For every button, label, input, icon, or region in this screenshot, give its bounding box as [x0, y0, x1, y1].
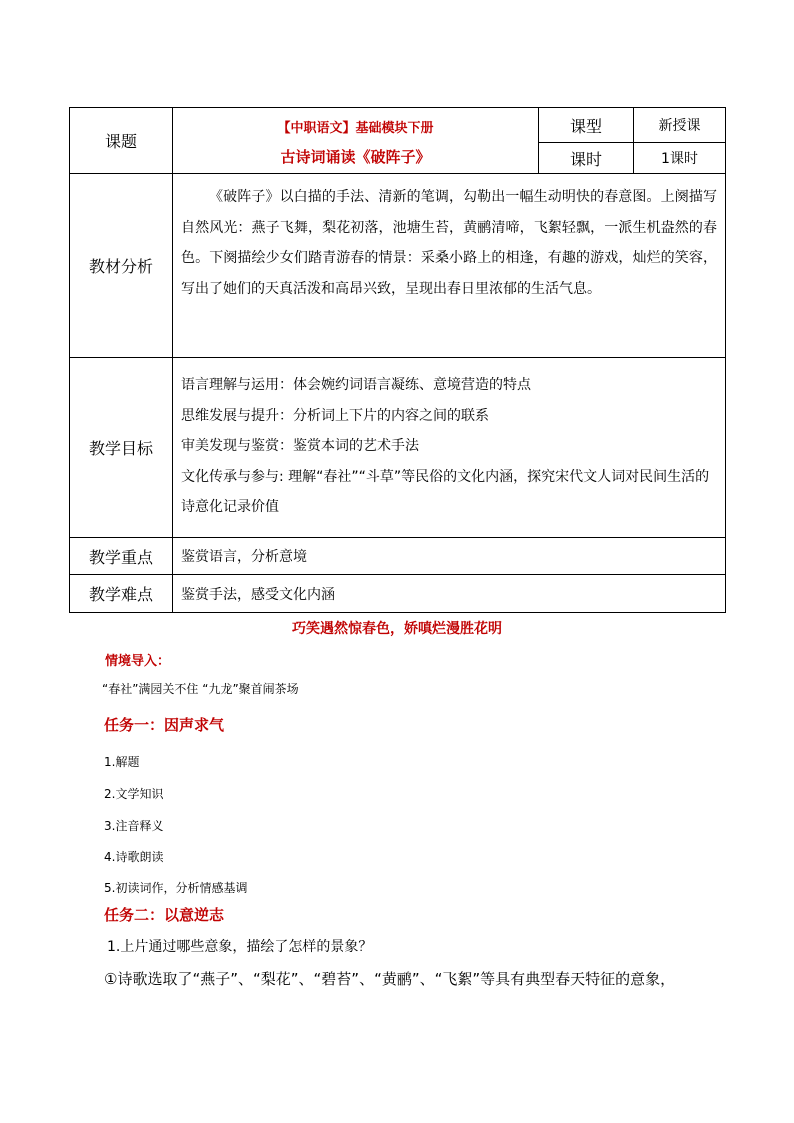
task2-question: 1.上片通过哪些意象，描绘了怎样的景象？: [107, 939, 373, 955]
lesson-title-cell: [173, 108, 539, 174]
analysis-cell: [173, 174, 726, 358]
value-key-point: 鉴赏语言，分析意境: [173, 538, 726, 575]
value-difficult-point: 鉴赏手法，感受文化内涵: [173, 575, 726, 613]
situation-text: “春社”满园关不住 “九龙”聚首闹茶场: [102, 682, 299, 696]
value-keshi: 1课时: [634, 143, 726, 174]
value-kexing: 新授课: [634, 108, 726, 143]
label-key-point: 教学重点: [70, 538, 173, 575]
label-keshi: 课时: [539, 143, 634, 174]
objective-item: 文化传承与参与: 理解“春社”“斗草”等民俗的文化内涵，探究宋代文人词对民间生活的诗意化记录价值: [181, 468, 710, 515]
situation-heading: 情境导入：: [105, 654, 171, 669]
objectives-cell: [173, 358, 726, 538]
objective-item: 语言理解与运用：体会婉约词语言凝练、意境营造的特点: [181, 377, 531, 393]
task1-item: 3.注音释义: [104, 819, 164, 833]
objective-item: 审美发现与鉴赏：鉴赏本词的艺术手法: [181, 438, 419, 454]
label-objectives: 教学目标: [70, 358, 173, 538]
task2-heading: 任务二：以意逆志: [104, 906, 225, 924]
task1-item: 1.解题: [104, 755, 140, 769]
label-keti: 课题: [70, 108, 173, 174]
label-kexing: 课型: [539, 108, 634, 143]
section-slogan: 巧笑遇然惊春色，娇嗔烂漫胜花明: [292, 621, 502, 637]
lesson-title-line2: 古诗词诵读《破阵子》: [280, 147, 431, 166]
task1-item: 4.诗歌朗读: [104, 850, 164, 864]
label-difficult-point: 教学难点: [70, 575, 173, 613]
task1-item: 2.文学知识: [104, 787, 164, 801]
lesson-title-line1: 【中职语文】基础模块下册: [277, 120, 434, 136]
task2-answer: ①诗歌选取了“燕子”、“梨花”、“碧苔”、“黄鹂”、“飞絮”等具有典型春天特征的意象，: [104, 970, 676, 988]
task1-heading: 任务一：因声求气: [104, 716, 225, 734]
analysis-text: 《破阵子》以白描的手法、清新的笔调，勾勒出一幅生动明快的春意图。上阕描写自然风光：燕子飞舞，梨花初落，池塘生苔，黄鹂清啼，飞絮轻飘，一派生机盎然的春色。下阕描绘少女们踏青游春的情景：采桑小路上的相逢，有趣的游戏，灿烂的笑容，写出了她们的天真活泼和高昂兴致，呈现出春日里浓郁的生活气息。: [181, 189, 717, 297]
label-analysis: 教材分析: [70, 174, 173, 358]
task1-item: 5.初读词作，分析情感基调: [104, 881, 248, 895]
objective-item: 思维发展与提升：分析词上下片的内容之间的联系: [181, 407, 489, 424]
lesson-plan-table: [69, 107, 726, 613]
